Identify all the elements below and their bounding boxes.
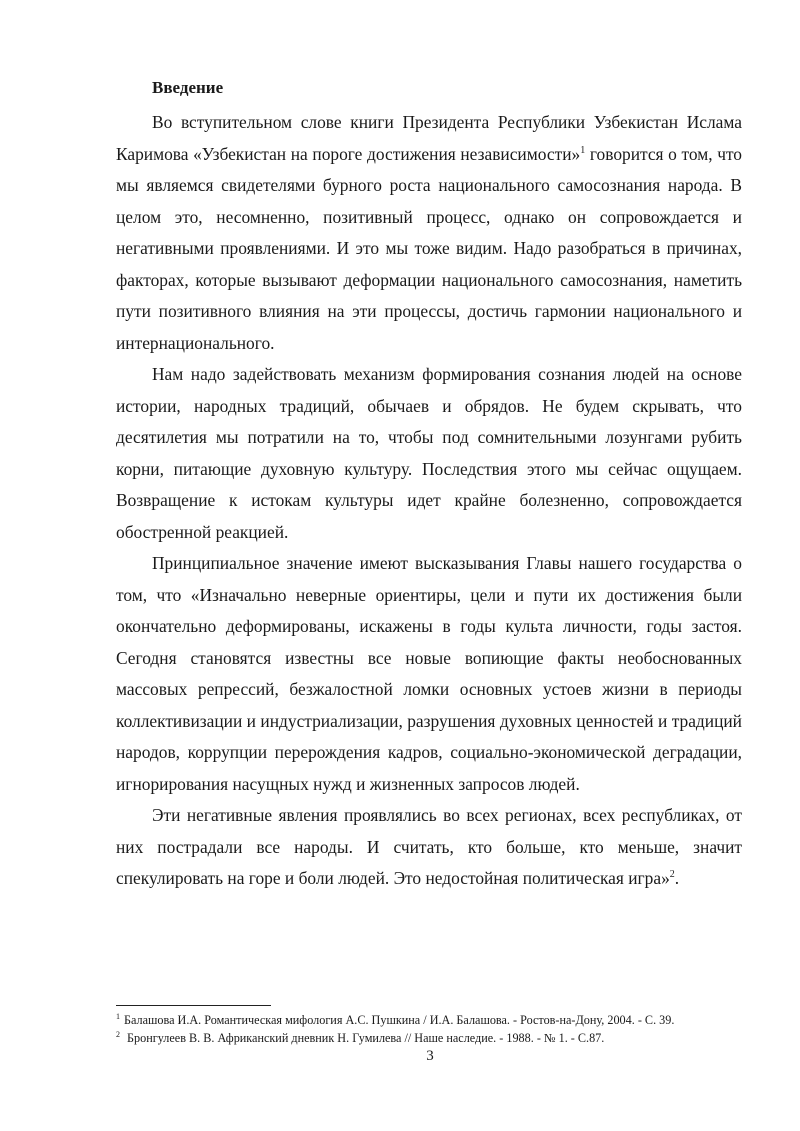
paragraph-3-text: Принципиальное значение имеют высказывания Главы нашего государства о том, что «Изначально неверные ориентиры, цели и пути их достижения были окончательно деформированы, искажены в годы культа личности, годы застоя. Сегодня становятся известны все новые вопиющие факты необоснованных массовых репрессий, безжалостной ломки основных устоев жизни в периоды коллективизации и индустриализации, разрушения духовных ценностей и традиций народов, коррупции перерождения кадров, социально-экономической деградации, игнорирования насущных нужд и жизненных запросов людей. (116, 553, 742, 794)
page-number: 3 (426, 1048, 434, 1064)
footnote-1-text: Балашова И.А. Романтическая мифология А.С. Пушкина / И.А. Балашова. - Ростов-на-Дону, 2004. - С. 39. (124, 1013, 675, 1027)
footnote-2 (116, 1029, 756, 1047)
paragraph-1-text-after: говорится о том, что мы являемся свидетелями бурного роста национального самосознания народа. В целом это, несомненно, позитивный процесс, однако он сопровождается и негативными проявлениями. И это мы тоже видим. Надо разобраться в причинах, факторах, которые вызывают деформации национального самосознания, наметить пути позитивного влияния на эти процессы, достичь гармонии национального и интернационального. (116, 143, 743, 353)
footnote-ref-1[interactable]: 1 (580, 144, 586, 156)
footnotes (116, 1011, 756, 1047)
paragraph-2-text: Нам надо задействовать механизм формирования сознания людей на основе истории, народных традиций, обычаев и обрядов. Не будем скрывать, что десятилетия мы потратили на то, чтобы под сомнительными лозунгами рубить корни, питающие духовную культуру. Последствия этого мы сейчас ощущаем. Возвращение к истокам культуры идет крайне болезненно, сопровождается обостренной реакцией. (116, 364, 742, 542)
paragraph-2 (116, 359, 742, 548)
footnote-marker-1: 1 (116, 1011, 120, 1021)
paragraph-3 (116, 548, 742, 800)
paragraph-4 (116, 800, 742, 895)
body-text (116, 107, 742, 895)
footnote-2-text: Бронгулеев В. В. Африканский дневник Н. Гумилева // Наше наследие. - 1988. - № 1. - С.87. (124, 1031, 605, 1045)
paragraph-1 (116, 107, 742, 359)
paragraph-4-text: Эти негативные явления проявлялись во всех регионах, всех республиках, от них пострадали все народы. И считать, кто больше, кто меньше, значит спекулировать на горе и боли людей. Это недостойная политическая игра» (116, 805, 742, 888)
paragraph-1-text: Во вступительном слове книги Президента Республики Узбекистан Ислама Каримова «Узбекистан на пороге достижения независимости» (116, 112, 742, 164)
footnote-1 (116, 1011, 756, 1029)
footnote-marker-2: 2 (116, 1029, 120, 1039)
section-heading: Введение (152, 78, 224, 97)
footnote-ref-2[interactable]: 2 (669, 869, 675, 881)
footnote-separator (116, 1005, 271, 1006)
paragraph-4-text-after: . (674, 868, 680, 888)
